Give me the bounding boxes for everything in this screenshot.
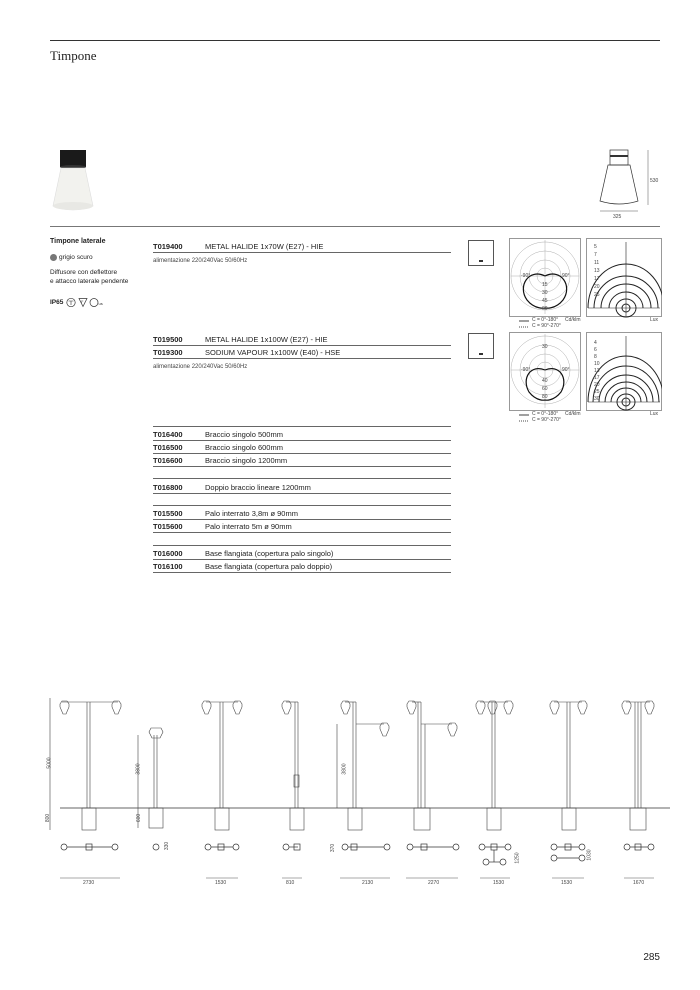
color-swatch bbox=[50, 254, 57, 261]
accessory-code: T016100 bbox=[153, 562, 183, 571]
product-desc: SODIUM VAPOUR 1x100W (E40) - HSE bbox=[205, 348, 341, 357]
sidebar-desc-2: e attacco laterale pendente bbox=[50, 278, 129, 285]
accessory-code: T015500 bbox=[153, 509, 183, 518]
table-row bbox=[153, 507, 451, 520]
accessory-desc: Palo interrato 3,8m ø 90mm bbox=[205, 509, 298, 518]
table-row bbox=[153, 333, 451, 346]
width-label: 2130 bbox=[362, 880, 374, 886]
svg-text:us: us bbox=[98, 301, 103, 306]
iso1-unit: Lux bbox=[650, 317, 659, 323]
table-row bbox=[153, 240, 451, 253]
supply-text-1: alimentazione 220/240Vac 50/60Hz bbox=[153, 258, 248, 264]
iso1-label: 5 bbox=[594, 244, 597, 250]
accessory-code: T016400 bbox=[153, 430, 183, 439]
table-row bbox=[153, 346, 451, 359]
polar2-label: 60 bbox=[542, 386, 548, 392]
table-row bbox=[153, 481, 451, 494]
iso1-label: 17 bbox=[594, 276, 600, 282]
accessory-rule bbox=[153, 545, 451, 546]
sidebar-desc-1: Diffusore con deflettore bbox=[50, 269, 118, 276]
accessory-desc: Doppio braccio lineare 1200mm bbox=[205, 483, 311, 492]
iso2-label: 4 bbox=[594, 340, 597, 346]
lamp-symbol-icon bbox=[468, 240, 494, 266]
iso2-label: 17 bbox=[594, 375, 600, 381]
product-desc: METAL HALIDE 1x100W (E27) - HIE bbox=[205, 335, 328, 344]
dim-330: 330 bbox=[164, 841, 171, 851]
accessory-desc: Base flangiata (copertura palo singolo) bbox=[205, 549, 334, 558]
accessory-desc: Braccio singolo 600mm bbox=[205, 443, 283, 452]
dim-height-label: 530 bbox=[650, 178, 659, 184]
width-label: 2730 bbox=[83, 880, 95, 886]
svg-text:F: F bbox=[81, 300, 84, 304]
pole-configurations-drawing bbox=[40, 690, 670, 895]
dim-3800-b: 3800 bbox=[341, 763, 348, 775]
product-code: T019400 bbox=[153, 242, 183, 251]
iso1-label: 13 bbox=[594, 268, 600, 274]
polar1-label: -90° bbox=[521, 273, 531, 279]
accessory-rule bbox=[153, 478, 451, 479]
polar2-legend-1: C = 0°-180° bbox=[532, 411, 559, 417]
iso2-label: 20 bbox=[594, 382, 600, 388]
accessory-desc: Braccio singolo 500mm bbox=[205, 430, 283, 439]
polar2-label: -90° bbox=[521, 367, 531, 373]
width-label: 1530 bbox=[561, 880, 573, 886]
table-row bbox=[153, 454, 451, 467]
accessory-code: T016000 bbox=[153, 549, 183, 558]
polar2-unit: Cd/klm bbox=[565, 411, 581, 417]
polar1-label: 15 bbox=[542, 282, 548, 288]
dim-370: 370 bbox=[330, 843, 337, 853]
product-code: T019300 bbox=[153, 348, 183, 357]
sidebar-heading: Timpone laterale bbox=[50, 238, 106, 245]
color-label: grigio scuro bbox=[59, 254, 93, 261]
accessory-top-rule bbox=[153, 426, 451, 427]
polar2-label: 90° bbox=[562, 367, 570, 373]
polar1-label: 45 bbox=[542, 298, 548, 304]
product-code: T019500 bbox=[153, 335, 183, 344]
dim-1250: 1250 bbox=[514, 852, 521, 864]
polar1-legend-1: C = 0°-180° bbox=[532, 317, 559, 323]
polar2-label: 40 bbox=[542, 378, 548, 384]
iso1-label: 7 bbox=[594, 252, 597, 258]
product-desc: METAL HALIDE 1x70W (E27) - HIE bbox=[205, 242, 324, 251]
top-rule bbox=[50, 40, 660, 41]
table-row bbox=[153, 428, 451, 441]
iso2-label: 25 bbox=[594, 389, 600, 395]
accessory-desc: Palo interrato 5m ø 90mm bbox=[205, 522, 292, 531]
accessory-desc: Base flangiata (copertura palo doppio) bbox=[205, 562, 333, 571]
width-label: 810 bbox=[286, 880, 295, 886]
width-label: 1530 bbox=[215, 880, 227, 886]
iso2-label: 10 bbox=[594, 361, 600, 367]
polar1-label: 90° bbox=[562, 273, 570, 279]
page-number: 285 bbox=[643, 952, 660, 963]
table-row bbox=[153, 441, 451, 454]
accessory-code: T016800 bbox=[153, 483, 183, 492]
accessory-rule bbox=[153, 505, 451, 506]
certification-icons bbox=[66, 297, 106, 309]
polar1-legend-2: C = 90°-270° bbox=[532, 323, 561, 329]
iso2-label: 8 bbox=[594, 354, 597, 360]
dim-800: 800 bbox=[45, 813, 52, 823]
polar1-label: 30 bbox=[542, 290, 548, 296]
iso2-label: 6 bbox=[594, 347, 597, 353]
section-rule bbox=[50, 226, 660, 227]
iso1-label: 25 bbox=[594, 292, 600, 298]
page-title: Timpone bbox=[50, 48, 97, 63]
product-photo bbox=[48, 148, 98, 216]
polar1-label: 60 bbox=[542, 306, 548, 312]
dim-600: 600 bbox=[136, 813, 143, 823]
dim-3800-a: 3800 bbox=[135, 763, 142, 775]
accessory-code: T015600 bbox=[153, 522, 183, 531]
table-row bbox=[153, 560, 451, 573]
dim-width-label: 325 bbox=[613, 214, 622, 220]
width-label: 1670 bbox=[633, 880, 645, 886]
dim-5000: 5000 bbox=[46, 757, 53, 769]
ip-rating: IP65 bbox=[50, 299, 64, 306]
table-row bbox=[153, 520, 451, 533]
accessory-desc: Braccio singolo 1200mm bbox=[205, 456, 288, 465]
product-line-drawing bbox=[595, 145, 665, 225]
iso2-unit: Lux bbox=[650, 411, 659, 417]
iso1-label: 20 bbox=[594, 284, 600, 290]
width-label: 2270 bbox=[428, 880, 440, 886]
iso1-label: 11 bbox=[594, 260, 600, 266]
accessory-code: T016500 bbox=[153, 443, 183, 452]
accessory-code: T016600 bbox=[153, 456, 183, 465]
width-label: 1530 bbox=[493, 880, 505, 886]
dim-1030: 1030 bbox=[586, 849, 593, 861]
table-row bbox=[153, 547, 451, 560]
polar1-unit: Cd/klm bbox=[565, 317, 581, 323]
iso2-label: 30 bbox=[594, 396, 600, 402]
polar2-legend-2: C = 90°-270° bbox=[532, 417, 561, 423]
polar2-label: 80 bbox=[542, 394, 548, 400]
lamp-symbol-icon bbox=[468, 333, 494, 359]
supply-text-2: alimentazione 220/240Vac 50/60Hz bbox=[153, 364, 248, 370]
iso2-label: 13 bbox=[594, 368, 600, 374]
polar2-label: 30 bbox=[542, 344, 548, 350]
